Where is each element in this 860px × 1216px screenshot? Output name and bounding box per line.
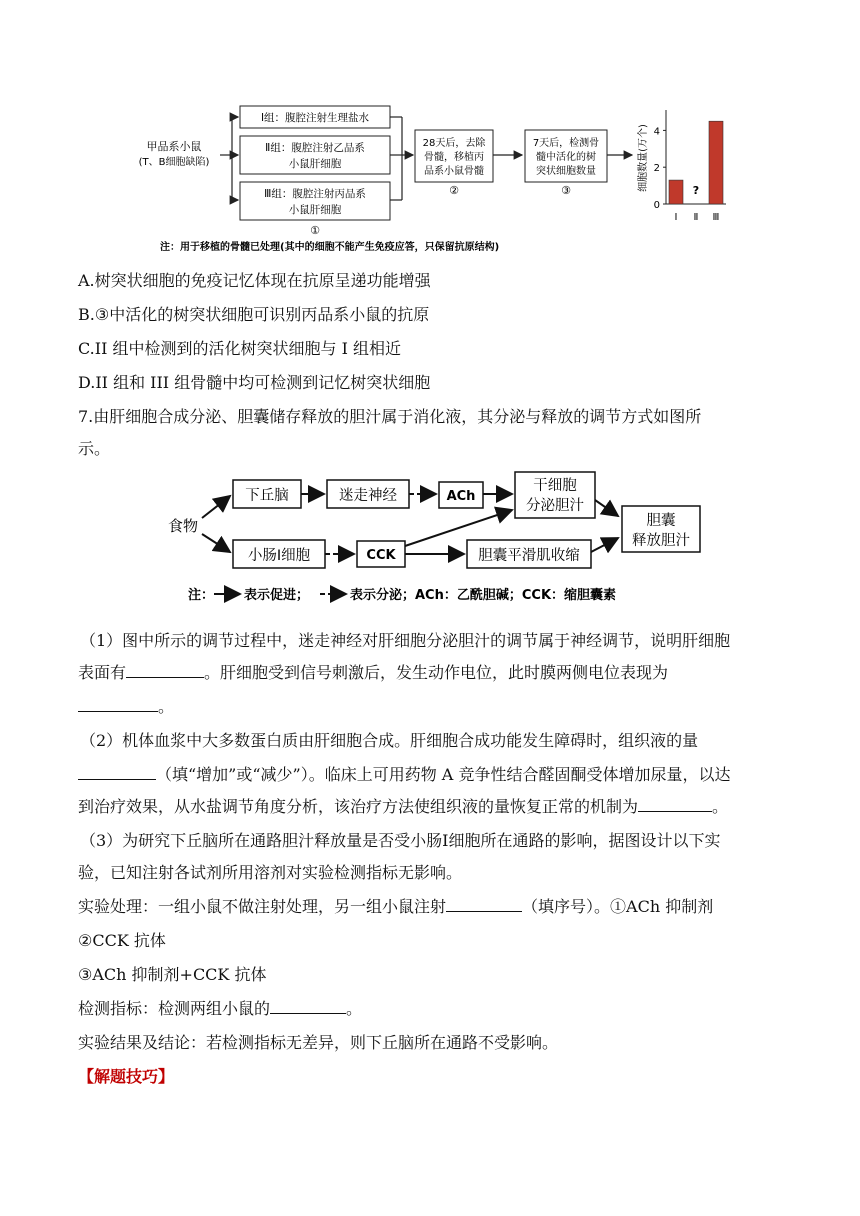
gallbladder-text-1: 胆囊 xyxy=(646,513,676,529)
answer-blank-6[interactable] xyxy=(270,999,346,1014)
bile-regulation-diagram xyxy=(160,468,705,608)
answer-blank-4[interactable] xyxy=(638,797,712,812)
y-tick-label: 4 xyxy=(653,126,660,138)
part-3-line-2: 验，已知注射各试剂所用溶剂对实验检测指标无影响。 xyxy=(78,863,463,882)
step-2-text-c: 品系小鼠骨髓 xyxy=(424,166,484,177)
mouse-sublabel: (T、B细胞缺陷) xyxy=(138,157,210,168)
intestine-text: 小肠Ⅰ细胞 xyxy=(247,548,311,564)
diagram-note-secrete: 表示分泌；ACh：乙酰胆碱；CCK：缩胆囊素 xyxy=(350,588,617,603)
hypothalamus-text: 下丘脑 xyxy=(245,488,289,504)
bar-3 xyxy=(709,121,723,204)
unknown-value-marker: ? xyxy=(692,184,700,197)
answer-blank-1[interactable] xyxy=(126,663,204,678)
gallbladder-text-2: 释放胆汁 xyxy=(632,533,690,549)
part-3-line-1: （3）为研究下丘脑所在通路胆汁释放量是否受小肠Ⅰ细胞所在通路的影响，据图设计以下实 xyxy=(80,831,721,850)
diagram-note-prefix: 注： xyxy=(188,588,215,603)
part-1-line-2: 表面有 。肝细胞受到信号刺激后，发生动作电位，此时膜两侧电位表现为 xyxy=(78,663,669,682)
part-3-line-3: 实验处理：一组小鼠不做注射处理，另一组小鼠注射 （填序号）。①ACh 抑制剂 xyxy=(78,897,714,916)
x-tick-label: Ⅰ xyxy=(674,212,678,223)
option-a: A.树突状细胞的免疫记忆体现在抗原呈递功能增强 xyxy=(78,271,431,290)
step-2-text-a: 28天后，去除 xyxy=(422,138,486,149)
ach-text: ACh xyxy=(446,489,476,504)
group-1-text: Ⅰ组：腹腔注射生理盐水 xyxy=(260,112,370,124)
step-3-label: ③ xyxy=(561,184,571,197)
part-1-line-3: 。 xyxy=(78,694,174,717)
bar-chart xyxy=(636,104,736,234)
group-2-text-b: 小鼠肝细胞 xyxy=(288,158,342,170)
liver-text-1: 干细胞 xyxy=(533,478,577,494)
mouse-label: 甲品系小鼠 xyxy=(146,140,202,153)
part-1-line-1: （1）图中所示的调节过程中，迷走神经对肝细胞分泌胆汁的调节属于神经调节，说明肝细胞 xyxy=(80,631,731,650)
food-label: 食物 xyxy=(168,517,199,535)
part-2-line-2: （填“增加”或“减少”）。临床上可用药物 A 竞争性结合醛固酮受体增加尿量，以达 xyxy=(78,762,730,785)
step-3-text-a: 7天后，检测骨 xyxy=(532,138,600,149)
liver-text-2: 分泌胆汁 xyxy=(526,498,584,514)
option-c: C.II 组中检测到的活化树突状细胞与 I 组相近 xyxy=(78,339,401,358)
step-2-text-b: 骨髓，移植丙 xyxy=(424,152,484,163)
bar-1 xyxy=(669,180,683,204)
part-3-line-5: ③ACh 抑制剂+CCK 抗体 xyxy=(78,965,267,984)
y-axis-label: 细胞数量(万个) xyxy=(638,124,649,192)
group-3-text-b: 小鼠肝细胞 xyxy=(288,204,342,216)
x-tick-label: Ⅱ xyxy=(693,212,699,223)
y-tick-label: 0 xyxy=(653,200,660,211)
step-1-label: ① xyxy=(310,224,320,237)
answer-blank-2[interactable] xyxy=(78,697,158,712)
step-2-label: ② xyxy=(449,184,459,197)
option-d: D.II 组和 III 组骨髓中均可检测到记忆树突状细胞 xyxy=(78,373,431,392)
question-7-stem-2: 示。 xyxy=(78,439,111,458)
solving-tips-heading: 【解题技巧】 xyxy=(78,1067,175,1086)
answer-blank-3[interactable] xyxy=(78,765,156,780)
part-3-line-6: 检测指标：检测两组小鼠的 。 xyxy=(78,999,363,1018)
x-tick-label: Ⅲ xyxy=(712,212,720,223)
smooth-muscle-text: 胆囊平滑肌收缩 xyxy=(478,548,580,564)
part-3-line-4: ②CCK 抗体 xyxy=(78,931,166,950)
part-3-line-7: 实验结果及结论：若检测指标无差异，则下丘脑所在通路不受影响。 xyxy=(78,1033,559,1052)
step-3-text-b: 髓中活化的树 xyxy=(536,152,596,163)
group-3-text-a: Ⅲ组：腹腔注射丙品系 xyxy=(264,188,366,200)
part-2-line-3: 到治疗效果，从水盐调节角度分析，该治疗方法使组织液的量恢复正常的机制为 。 xyxy=(78,797,729,816)
question-7-stem-1: 7.由肝细胞合成分泌、胆囊储存释放的胆汁属于消化液，其分泌与释放的调节方式如图所 xyxy=(78,407,702,426)
diagram-note-promote: 表示促进； xyxy=(244,588,310,603)
y-tick-label: 2 xyxy=(653,163,660,175)
figure-1-note: 注：用于移植的骨髓已处理(其中的细胞不能产生免疫应答，只保留抗原结构) xyxy=(160,242,500,253)
vagus-text: 迷走神经 xyxy=(339,488,397,504)
group-2-text-a: Ⅱ组：腹腔注射乙品系 xyxy=(265,142,365,154)
answer-blank-5[interactable] xyxy=(446,897,522,912)
cck-text: CCK xyxy=(366,548,396,563)
part-2-line-1: （2）机体血浆中大多数蛋白质由肝细胞合成。肝细胞合成功能发生障碍时，组织液的量 xyxy=(80,731,699,750)
experiment-flow-diagram xyxy=(130,100,635,255)
step-3-text-c: 突状细胞数量 xyxy=(536,166,596,177)
option-b: B.③中活化的树突状细胞可识别丙品系小鼠的抗原 xyxy=(78,305,430,324)
